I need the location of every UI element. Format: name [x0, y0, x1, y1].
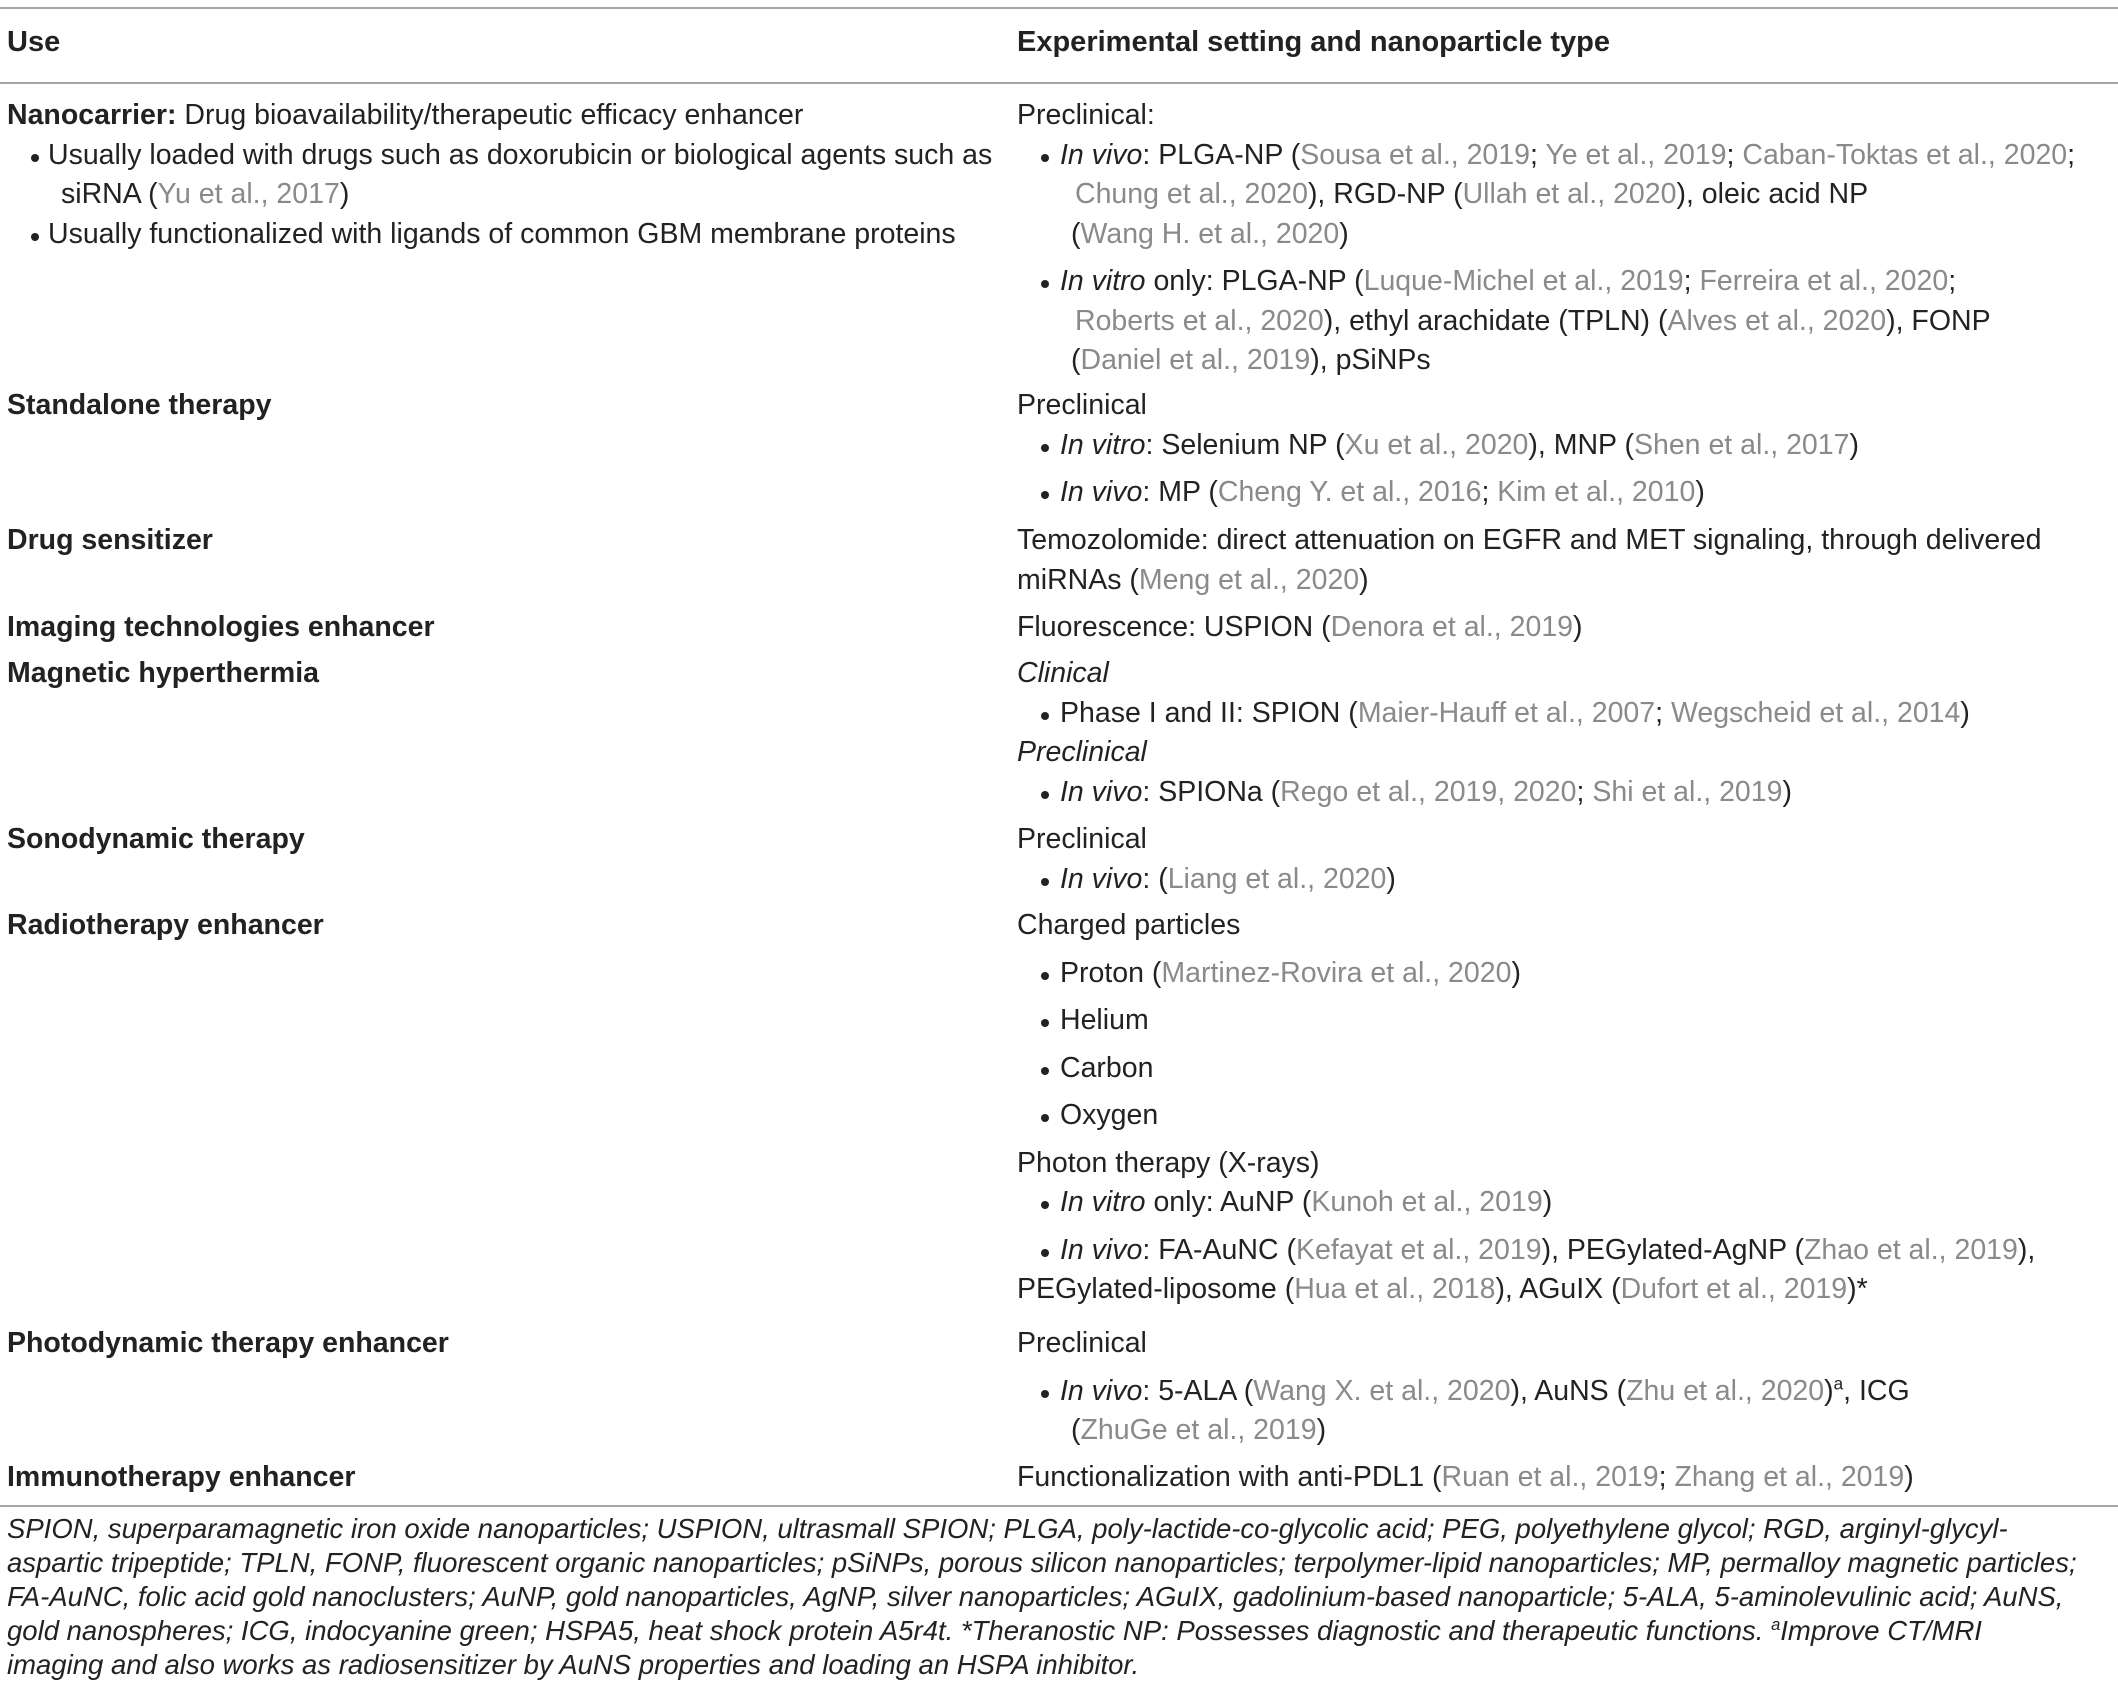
setting-title: Preclinical: [1017, 99, 1155, 131]
citation[interactable]: Hua et al., 2018 [1294, 1273, 1496, 1305]
citation[interactable]: Daniel et al., 2019 [1080, 344, 1311, 376]
standalone-use: Standalone therapy [7, 389, 272, 421]
clinical-label: Clinical [1017, 657, 1109, 689]
invivo-bullet: In vivo: PLGA-NP (Sousa et al., 2019; Ye et al., 2019; Caban-Toktas et al., 2020; [1017, 136, 2112, 176]
invivo-bullet: In vivo: 5-ALA (Wang X. et al., 2020), AuNS (Zhu et al., 2020)$^a$, ICG [1017, 1372, 2112, 1412]
invivo-bullet: In vivo: FA-AuNC (Kefayat et al., 2019), PEGylated-AgNP (Zhao et al., 2019), [1017, 1231, 2112, 1271]
citation[interactable]: Shi et al., 2019 [1592, 775, 1783, 808]
citation[interactable]: Rego et al., 2019, 2020 [1280, 775, 1577, 808]
footnote-marker: a [1771, 1615, 1781, 1634]
citation[interactable]: Wang X. et al., 2020 [1253, 1374, 1511, 1407]
photodynamic-setting: Preclinical In vivo: 5-ALA (Wang X. et al., 2020), AuNS (Zhu et al., 2020)$^a$, ICG (ZhuGe et al., 2019) [1017, 1324, 2112, 1451]
invitro-bullet: In vitro only: AuNP (Kunoh et al., 2019) [1017, 1183, 2112, 1223]
proton-bullet: Proton (Martinez-Rovira et al., 2020) [1017, 954, 2112, 994]
nanocarrier-bullet-1: Usually loaded with drugs such as doxorubicin or biological agents such as [7, 136, 1007, 176]
citation[interactable]: Caban-Toktas et al., 2020 [1742, 138, 2068, 171]
citation[interactable]: Sousa et al., 2019 [1300, 138, 1530, 171]
nanocarrier-label: Nanocarrier: [7, 99, 177, 131]
citation[interactable]: Liang et al., 2020 [1167, 862, 1387, 895]
standalone-setting [1017, 386, 2112, 513]
citation[interactable]: Ye et al., 2019 [1545, 138, 1727, 171]
oxygen-bullet: Oxygen [1017, 1096, 2112, 1136]
invivo-bullet: In vivo: (Liang et al., 2020) [1017, 860, 2112, 900]
radiotherapy-setting: Charged particles Proton (Martinez-Rovira et al., 2020) Helium Carbon Oxygen Photon therapy (X-rays) In vitro only: AuNP (Kunoh et al., 2019) In vivo: FA-AuNC (Kefayat et al., 2019), PEGylated-AgNP (Zhao et al., 2019), PEGylated-liposome (Hua et al., 2018), AGuIX (Dufort et al., 2019)* [1017, 906, 2112, 1310]
table-footnote: SPION, superparamagnetic iron oxide nanoparticles; USPION, ultrasmall SPION; PLGA, poly-lactide-co-glycolic acid; PEG, polyethylene glycol; RGD, arginyl-glycyl- aspartic tripeptide; TPLN, FONP, fluorescent organic nanoparticles; pSiNPs, porous silicon nanoparticles; terpolymer-lipid nanoparticles; MP, permalloy magnetic particles; FA-AuNC, folic acid gold nanoclusters; AuNP, gold nanoparticles, AgNP, silver nanoparticles; AGuIX, gadolinium-based nanoparticle; 5-ALA, 5-aminolevulinic acid; AuNS, gold nanospheres; ICG, indocyanine green; HSPA5, heat shock protein A5r4t. *Theranostic NP: Possesses diagnostic and therapeutic functions. $^a$Improve CT/MRI imaging and also works as radiosensitizer by AuNS properties and loading an HSPA inhibitor. [7, 1513, 2077, 1680]
footnote-marker: a [1833, 1374, 1844, 1393]
citation[interactable]: Ruan et al., 2019 [1441, 1461, 1659, 1493]
nanocarrier-use [7, 96, 1007, 254]
header-setting: Experimental setting and nanoparticle type [1017, 26, 1611, 58]
invivo-bullet-cont: Chung et al., 2020), RGD-NP (Ullah et al., 2020), oleic acid NP [1075, 178, 1869, 210]
invivo-bullet: In vivo: MP (Cheng Y. et al., 2016; Kim et al., 2010) [1017, 473, 2112, 513]
citation[interactable]: Kunoh et al., 2019 [1311, 1186, 1543, 1218]
citation[interactable]: ZhuGe et al., 2019 [1080, 1414, 1317, 1446]
nanocarrier-description: Drug bioavailability/therapeutic efficacy enhancer [184, 99, 804, 131]
citation[interactable]: Luque-Michel et al., 2019 [1363, 265, 1684, 297]
nanocarrier-bullet-2: Usually functionalized with ligands of common GBM membrane proteins [7, 215, 1007, 255]
citation[interactable]: Denora et al., 2019 [1330, 611, 1574, 643]
citation[interactable]: Meng et al., 2020 [1138, 563, 1360, 596]
invivo-bullet: In vivo: SPIONa (Rego et al., 2019, 2020; Shi et al., 2019) [1017, 773, 2112, 813]
nanocarrier-setting [1017, 96, 2112, 381]
citation[interactable]: Maier-Hauff et al., 2007 [1357, 696, 1656, 729]
invitro-bullet-cont: (Daniel et al., 2019), pSiNPs [1071, 344, 1431, 376]
photodynamic-use: Photodynamic therapy enhancer [7, 1327, 449, 1359]
citation[interactable]: Wegscheid et al., 2014 [1670, 696, 1961, 729]
citation[interactable]: Yu et al., 2017 [157, 178, 340, 210]
sonodynamic-use: Sonodynamic therapy [7, 823, 305, 855]
citation[interactable]: Zhao et al., 2019 [1803, 1233, 2018, 1266]
header-rule [0, 82, 2118, 84]
immunotherapy-use: Immunotherapy enhancer [7, 1461, 356, 1493]
invitro-bullet: In vitro: Selenium NP (Xu et al., 2020), MNP (Shen et al., 2017) [1017, 426, 2112, 466]
invitro-bullet: In vitro only: PLGA-NP (Luque-Michel et al., 2019; Ferreira et al., 2020; [1017, 262, 2112, 302]
citation[interactable]: Wang H. et al., 2020 [1080, 217, 1340, 250]
hyperthermia-use: Magnetic hyperthermia [7, 657, 319, 689]
citation[interactable]: Xu et al., 2020 [1344, 428, 1529, 461]
citation[interactable]: Zhu et al., 2020 [1626, 1374, 1825, 1407]
preclinical-label: Preclinical [1017, 736, 1147, 768]
bottom-rule [0, 1505, 2118, 1507]
immunotherapy-setting: Functionalization with anti-PDL1 (Ruan et al., 2019; Zhang et al., 2019) [1017, 1461, 1914, 1493]
citation[interactable]: Zhang et al., 2019 [1674, 1461, 1905, 1493]
helium-bullet: Helium [1017, 1001, 2112, 1041]
citation[interactable]: Ferreira et al., 2020 [1699, 265, 1949, 297]
carbon-bullet: Carbon [1017, 1049, 2112, 1089]
citation[interactable]: Kefayat et al., 2019 [1295, 1233, 1542, 1266]
header-use: Use [7, 26, 61, 58]
invivo-bullet-cont: (Wang H. et al., 2020) [1071, 217, 1349, 250]
imaging-setting: Fluorescence: USPION (Denora et al., 2019) [1017, 611, 1583, 643]
phase-bullet: Phase I and II: SPION (Maier-Hauff et al., 2007; Wegscheid et al., 2014) [1017, 694, 2112, 734]
citation[interactable]: Kim et al., 2010 [1497, 476, 1696, 508]
top-rule [0, 7, 2118, 9]
sensitizer-setting: Temozolomide: direct attenuation on EGFR and MET signaling, through delivered miRNAs (Meng et al., 2020) [1017, 524, 2042, 596]
setting-title: Preclinical [1017, 389, 1147, 421]
citation[interactable]: Roberts et al., 2020 [1075, 304, 1324, 337]
citation[interactable]: Cheng Y. et al., 2016 [1217, 476, 1482, 508]
invivo-bullet-cont: (ZhuGe et al., 2019) [1071, 1414, 1327, 1446]
citation[interactable]: Martinez-Rovira et al., 2020 [1161, 956, 1512, 989]
sonodynamic-setting: Preclinical In vivo: (Liang et al., 2020) [1017, 820, 2112, 899]
invivo-bullet-cont: PEGylated-liposome (Hua et al., 2018), AGuIX (Dufort et al., 2019)* [1017, 1273, 1868, 1305]
hyperthermia-setting [1017, 654, 2112, 812]
invitro-bullet-cont: Roberts et al., 2020), ethyl arachidate (TPLN) (Alves et al., 2020), FONP [1075, 304, 1991, 337]
nanocarrier-bullet-1-cont: siRNA (Yu et al., 2017) [61, 178, 350, 210]
imaging-use: Imaging technologies enhancer [7, 611, 435, 643]
citation[interactable]: Shen et al., 2017 [1633, 428, 1850, 461]
radiotherapy-use: Radiotherapy enhancer [7, 909, 324, 941]
citation[interactable]: Chung et al., 2020 [1075, 178, 1308, 210]
citation[interactable]: Ullah et al., 2020 [1462, 178, 1677, 210]
sensitizer-use: Drug sensitizer [7, 524, 213, 556]
citation[interactable]: Alves et al., 2020 [1667, 304, 1887, 337]
citation[interactable]: Dufort et al., 2019 [1620, 1273, 1848, 1305]
